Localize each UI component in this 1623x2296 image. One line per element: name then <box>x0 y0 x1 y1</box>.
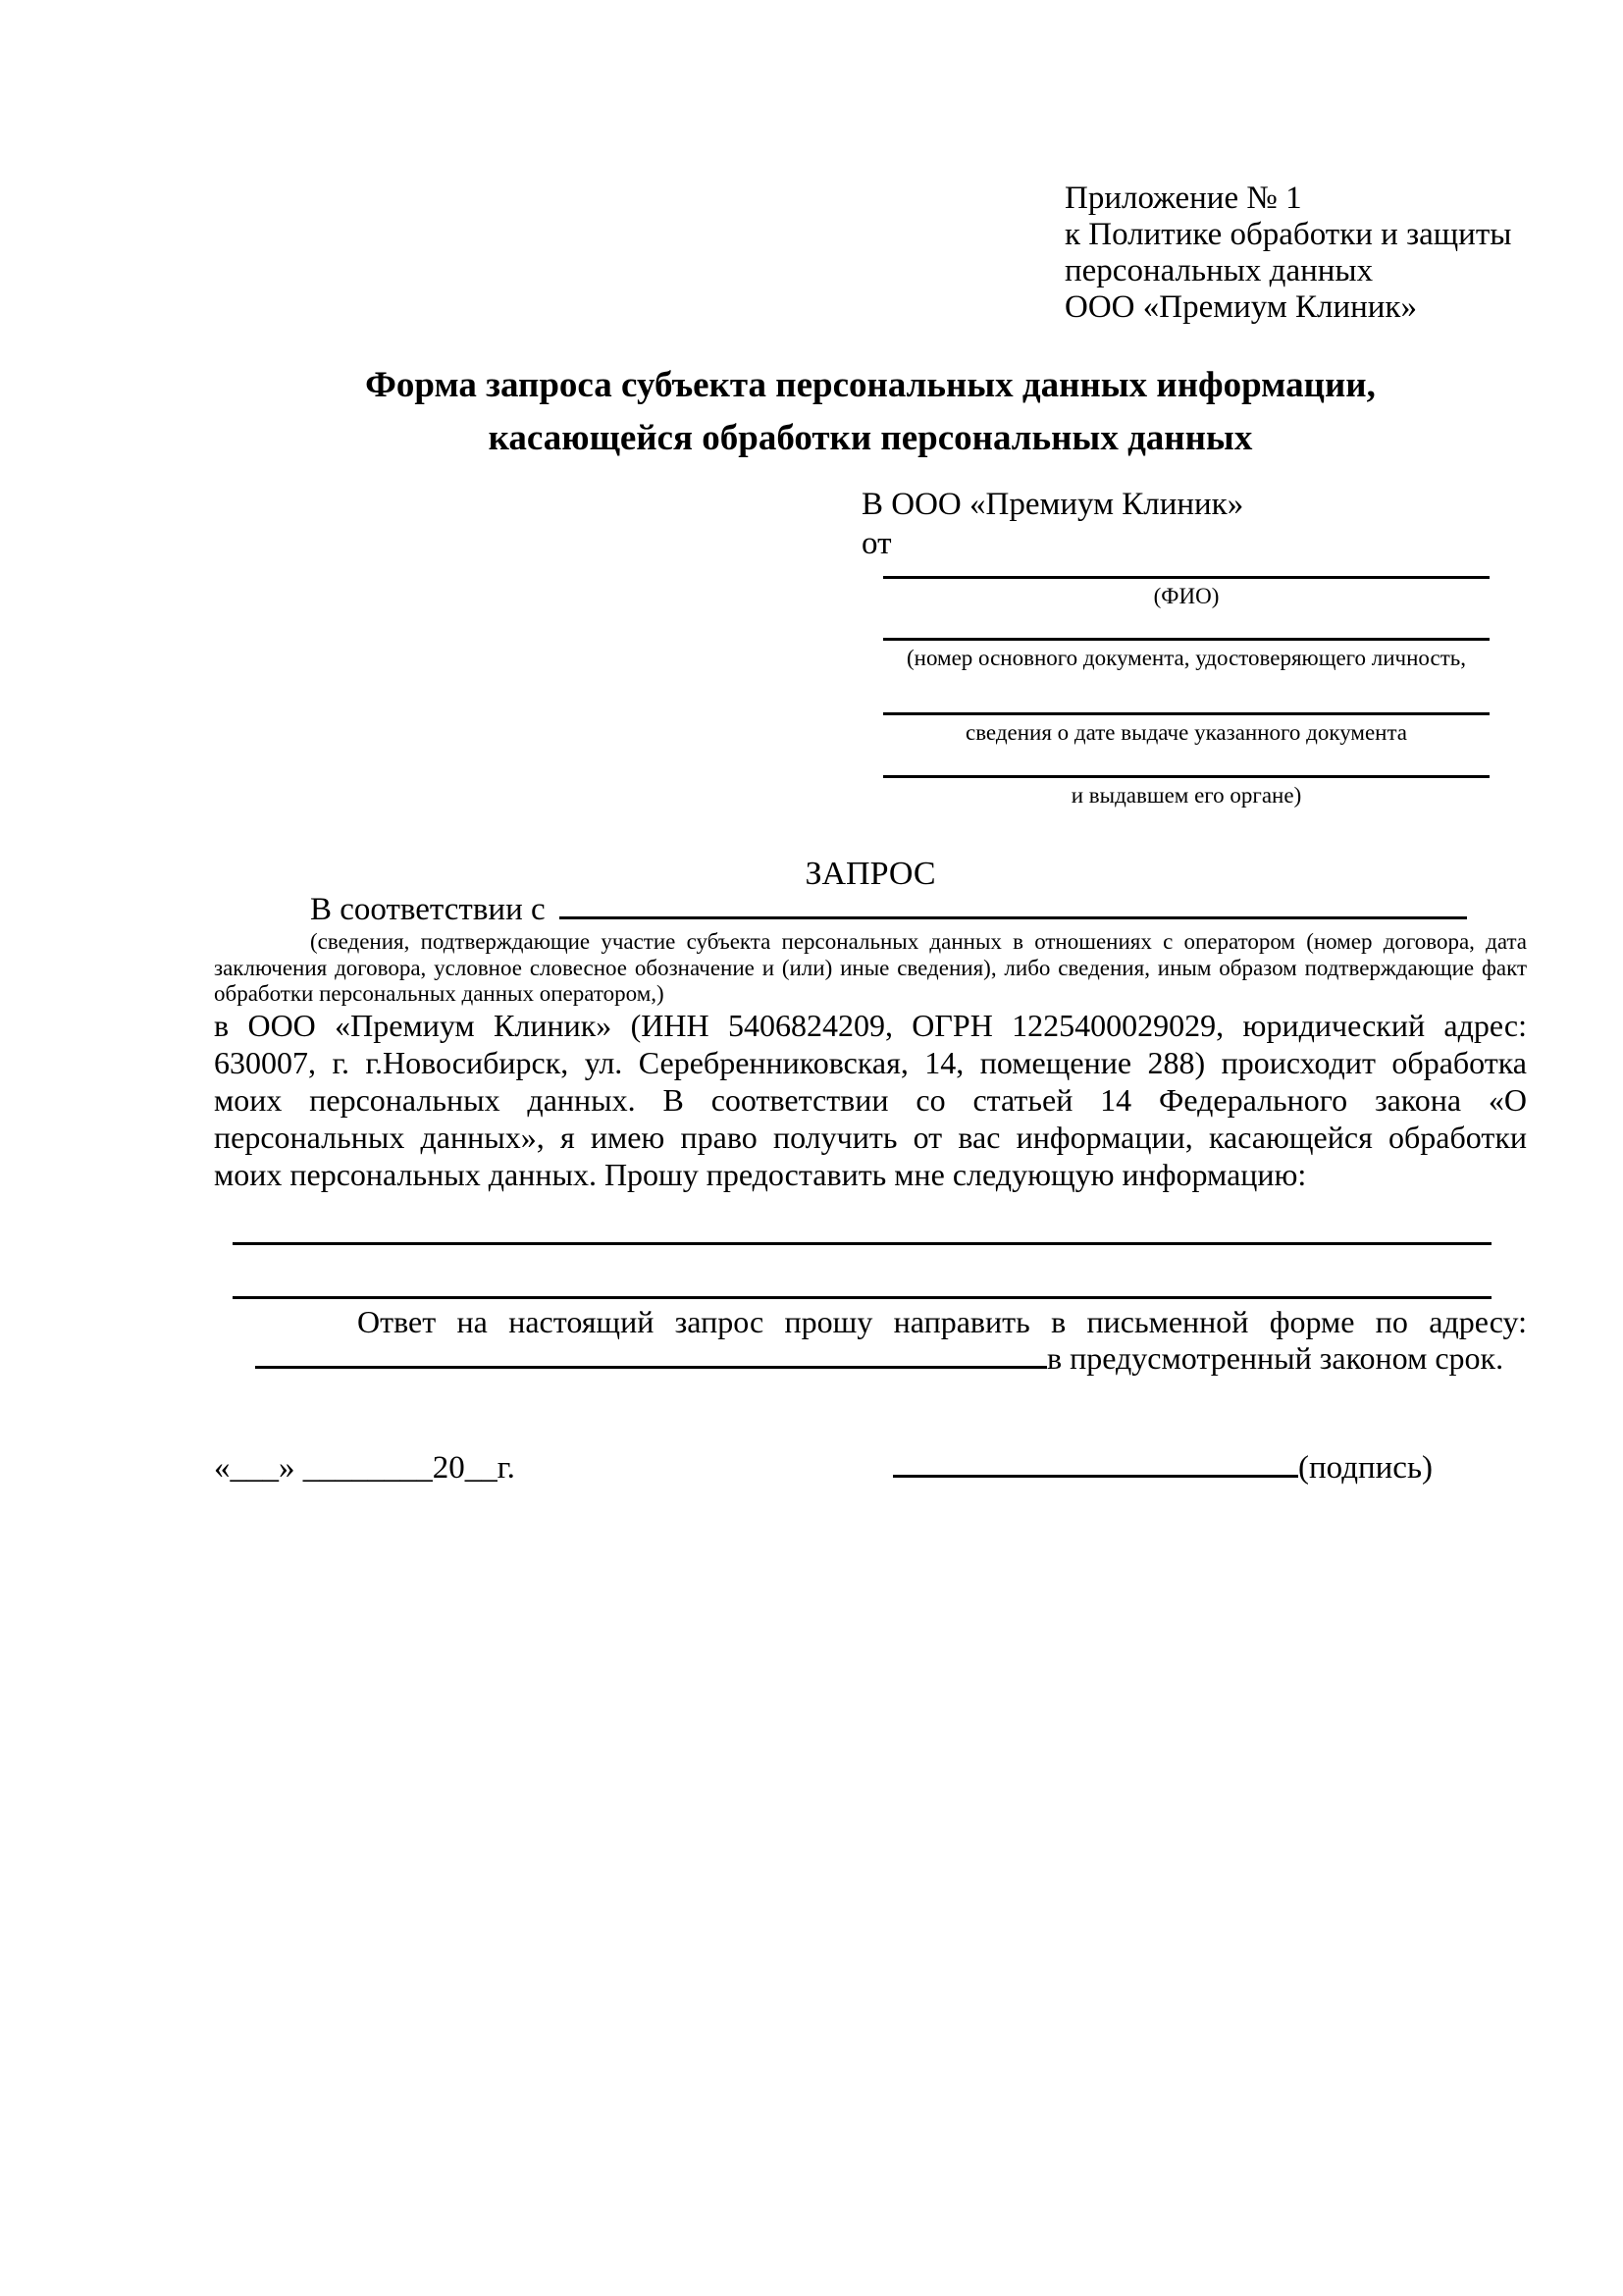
signature-block <box>893 1449 1433 1487</box>
appendix-note-line-2: к Политике обработки и защиты <box>1065 217 1512 252</box>
appendix-note-line-4: ООО «Премиум Клиник» <box>1065 289 1417 325</box>
reply-address-fill-line <box>255 1341 1047 1369</box>
addressee-from-label: от <box>862 526 892 561</box>
request-body-paragraph <box>214 1007 1527 1193</box>
body-line-2: 630007, г. г.Новосибирск, ул. Серебренниковская, 14, помещение 288) происходит обработка <box>214 1045 1527 1080</box>
appendix-note <box>1065 181 1511 326</box>
document-issue-date-fill-line <box>883 712 1490 715</box>
request-heading: ЗАПРОС <box>805 856 936 892</box>
signature-fill-line <box>893 1449 1298 1478</box>
body-line-4: персональных данных», я имею право получить от вас информации, касающейся обработки <box>214 1120 1527 1155</box>
date-signature-row <box>214 1449 1527 1487</box>
accordance-footnote <box>214 929 1527 1008</box>
reply-address-sentence: Ответ на настоящий запрос прошу направить в письменной форме по адресу: <box>357 1304 1527 1339</box>
accordance-line <box>310 891 1467 929</box>
footnote-line-3: обработки персональных данных оператором,) <box>214 981 664 1006</box>
accordance-fill-line <box>559 891 1467 919</box>
field-full-name <box>883 576 1490 609</box>
signature-caption: (подпись) <box>1298 1450 1433 1486</box>
field-document-issue-date <box>883 712 1490 746</box>
body-line-3: моих персональных данных. В соответствии со статьей 14 Федерального закона «О <box>214 1082 1527 1118</box>
reply-address-line <box>214 1339 1527 1377</box>
requested-info-fill-line-1 <box>233 1242 1492 1245</box>
body-line-1: в ООО «Премиум Клиник» (ИНН 5406824209, ОГРН 1225400029029, юридический адрес: <box>214 1008 1527 1043</box>
field-document-issuer <box>883 775 1490 809</box>
document-title-line-2: касающейся обработки персональных данных <box>488 418 1253 458</box>
footnote-line-2: заключения договора, условное словесное обозначение и (или) иные сведения), либо сведения, иным образом подтверждающие факт <box>214 955 1527 980</box>
document-number-caption: (номер основного документа, удостоверяющего личность, <box>906 646 1466 670</box>
full-name-caption: (ФИО) <box>1153 584 1220 608</box>
body-line-5: моих персональных данных. Прошу предоставить мне следующую информацию: <box>214 1157 1307 1192</box>
document-issue-date-caption: сведения о дате выдаче указанного документа <box>965 720 1408 745</box>
footnote-line-1: (сведения, подтверждающие участие субъекта персональных данных в отношениях с оператором (номер договора, дата <box>310 929 1527 954</box>
field-document-number <box>883 638 1490 671</box>
appendix-note-line-1: Приложение № 1 <box>1065 181 1302 216</box>
addressee-organization: В ООО «Премиум Клиник» <box>862 487 1244 522</box>
full-name-fill-line <box>883 576 1490 579</box>
document-number-fill-line <box>883 638 1490 641</box>
date-blank: «___» ________20__г. <box>214 1450 515 1486</box>
document-issuer-caption: и выдавшем его органе) <box>1071 783 1302 808</box>
reply-term-text: в предусмотренный законом срок. <box>1047 1340 1504 1376</box>
accordance-label: В соответствии с <box>310 892 546 927</box>
document-title <box>214 359 1527 465</box>
addressee-block <box>862 485 1243 563</box>
document-issuer-fill-line <box>883 775 1490 778</box>
document-title-line-1: Форма запроса субъекта персональных данных информации, <box>365 365 1376 405</box>
appendix-note-line-3: персональных данных <box>1065 253 1374 288</box>
requested-info-fill-line-2 <box>233 1296 1492 1299</box>
